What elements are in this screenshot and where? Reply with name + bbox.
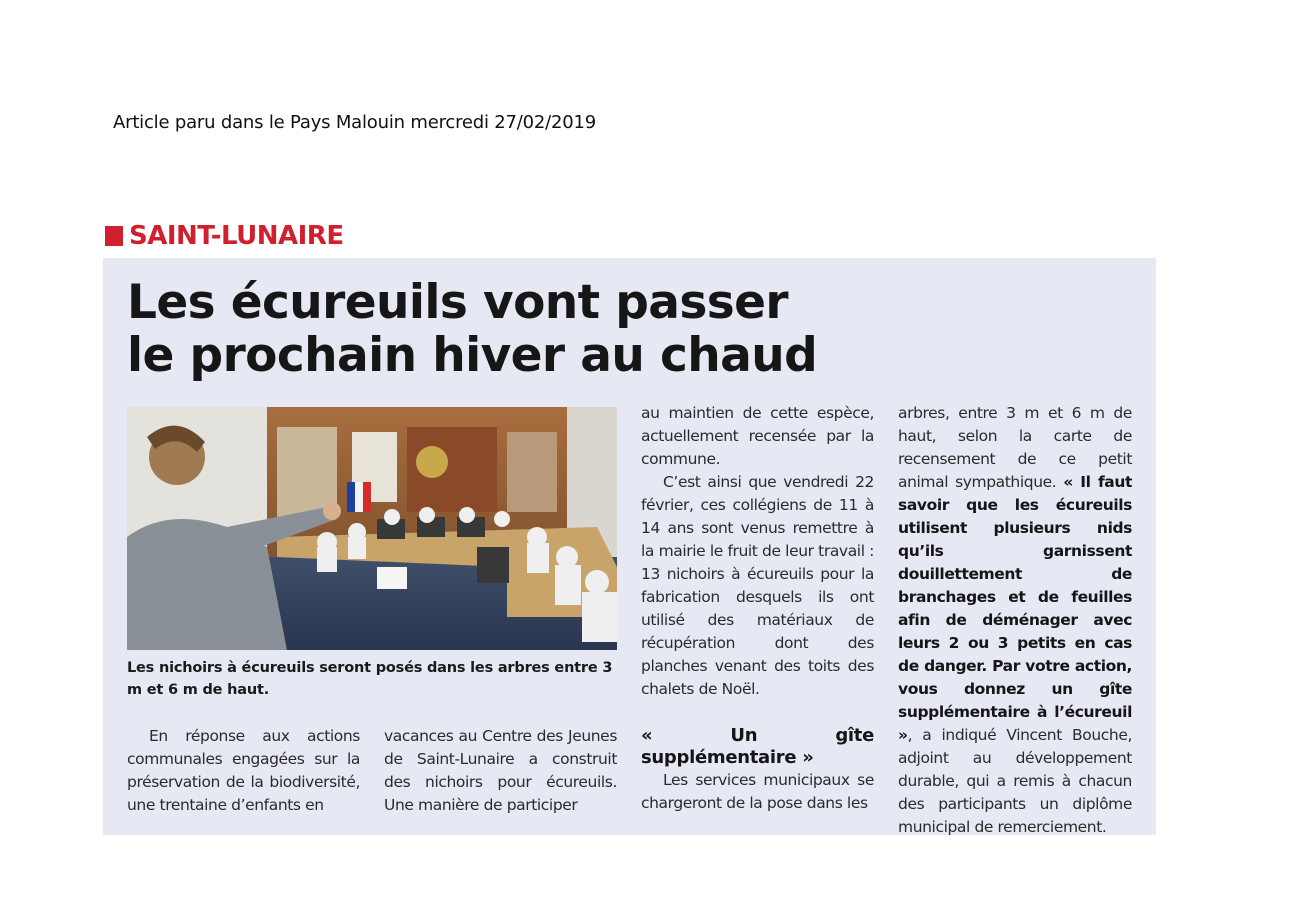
column-4-paragraph	[898, 402, 1132, 839]
column-2	[384, 725, 617, 817]
column-3-paragraph-2: C’est ainsi que vendredi 22 février, ces collégiens de 11 à 14 ans sont venus remettre à la mairie le fruit de leur travail : 13 nichoirs à écureuils pour la fabrication desquels ils ont utilisé des matériaux de récupération dont des planches venant des toits des chalets de Noël.	[641, 473, 874, 698]
photo-caption: Les nichoirs à écureuils seront posés dans les arbres entre 3 m et 6 m de haut.	[127, 660, 613, 698]
intertitle: « Un gîte supplémentaire »	[641, 725, 874, 768]
section-rubric	[105, 221, 344, 251]
column-4-quote: « Il faut savoir que les écureuils utilisent plusieurs nids qu’ils garnissent douillettement de branchages et de feuilles afin de déménager avec leurs 2 ou 3 petits en cas de danger. Par votre action, vous donnez un gîte supplémentaire à l’écureuil »	[898, 473, 1132, 744]
column-4	[898, 402, 1132, 839]
publication-note: Article paru dans le Pays Malouin mercredi 27/02/2019	[113, 112, 597, 133]
rubric-label: SAINT-LUNAIRE	[129, 221, 344, 251]
article-headline	[127, 276, 817, 382]
column-3-paragraph-1: au maintien de cette espèce, actuellement recensée par la commune.	[641, 404, 874, 468]
column-3-paragraph-3: Les services municipaux se chargeront de la pose dans les	[641, 771, 874, 812]
article-photo	[127, 407, 617, 650]
column-3-top	[641, 402, 874, 701]
rubric-square-icon	[105, 226, 123, 246]
column-4-attribution: , a indiqué Vincent Bouche, adjoint au développement durable, qui a remis à chacun des participants un diplôme municipal de remerciement.	[898, 726, 1132, 836]
column-3-bottom	[641, 725, 874, 815]
column-1	[127, 725, 360, 817]
column-4-intro: arbres, entre 3 m et 6 m de haut, selon la carte de recensement de ce petit animal sympathique.	[898, 404, 1132, 491]
headline-line-1: Les écureuils vont passer	[127, 275, 789, 330]
classroom-photo-icon	[127, 407, 617, 650]
column-1-text: En réponse aux actions communales engagées sur la préservation de la biodiversité, une trentaine d’enfants en	[127, 727, 360, 814]
column-2-text: vacances au Centre des Jeunes de Saint-Lunaire a construit des nichoirs pour écureuils. Une manière de participer	[384, 727, 617, 814]
headline-line-2: le prochain hiver au chaud	[127, 328, 818, 383]
